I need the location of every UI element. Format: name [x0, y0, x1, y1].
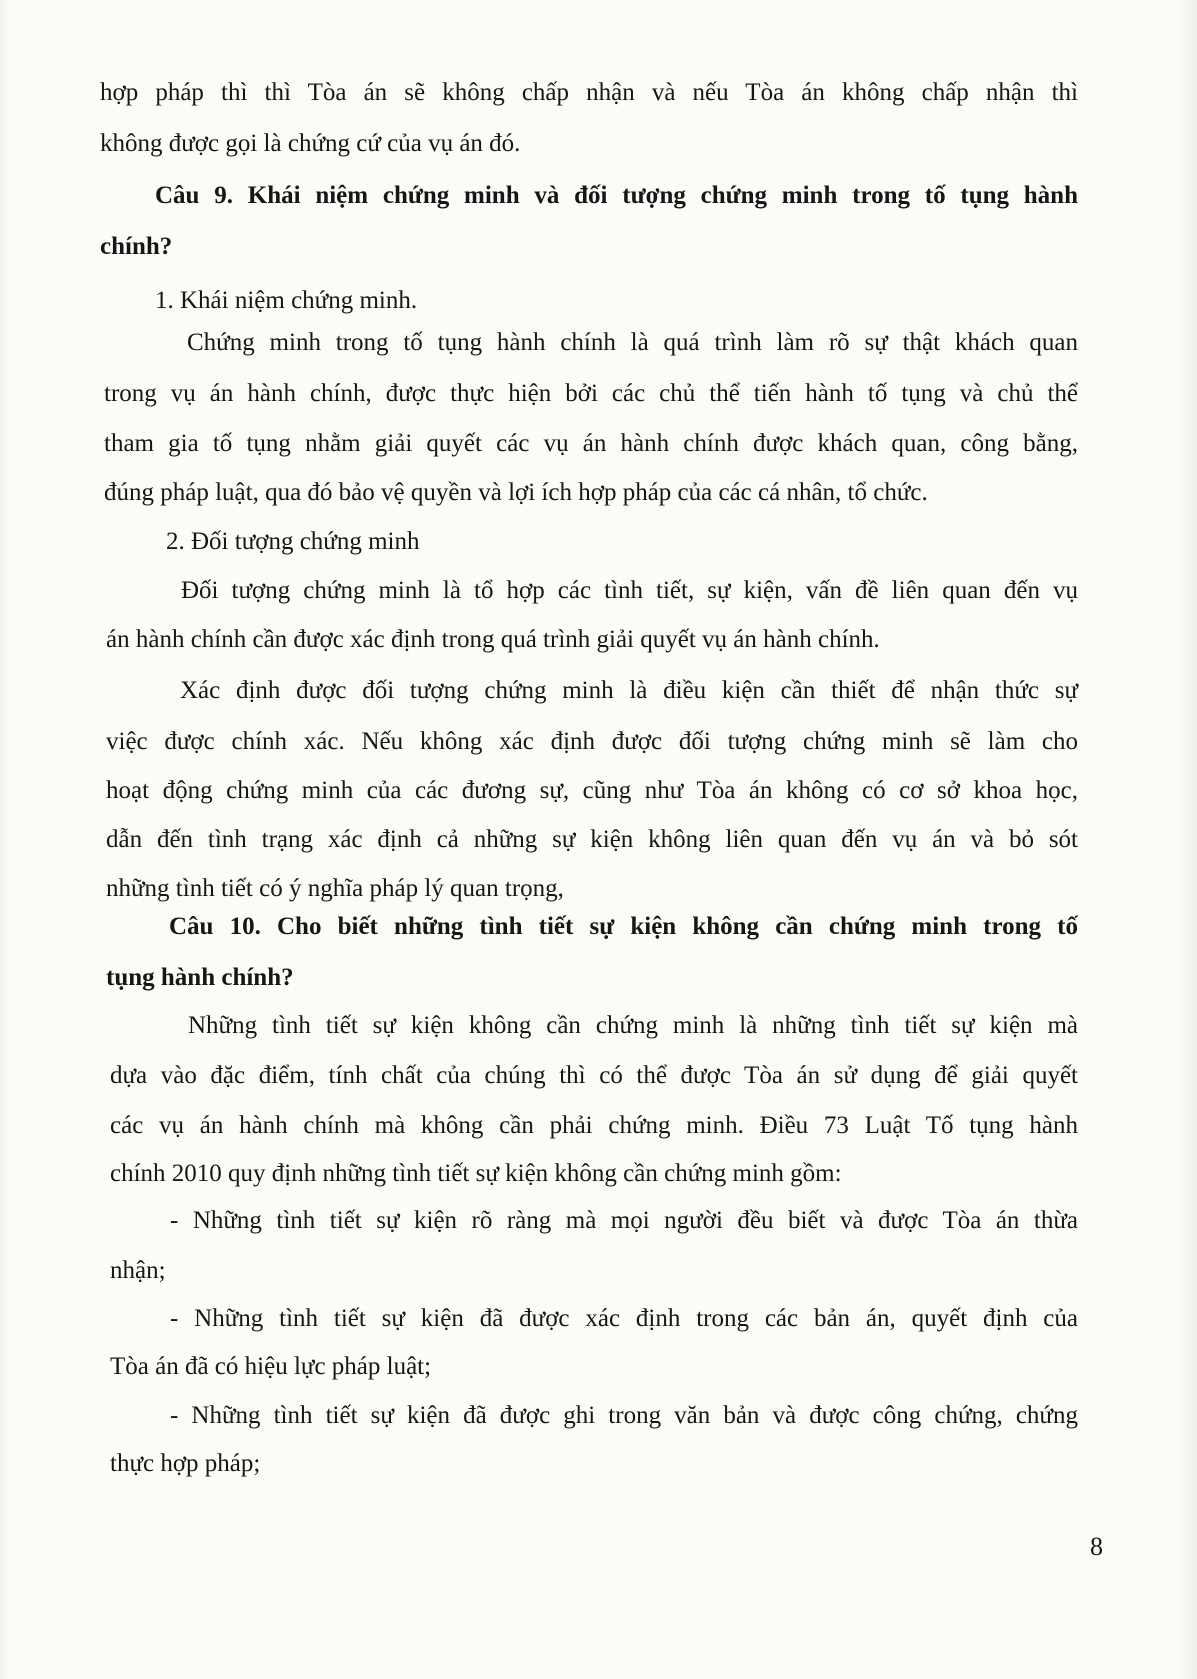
- text-line: chính 2010 quy định những tình tiết sự kiện không cần chứng minh gồm:: [110, 1160, 842, 1187]
- text-line: việc được chính xác. Nếu không xác định được đối tượng chứng minh sẽ làm cho: [106, 728, 1078, 755]
- text-line: tham gia tố tụng nhằm giải quyết các vụ án hành chính được khách quan, công bằng,: [104, 430, 1078, 457]
- list-item: - Những tình tiết sự kiện đã được ghi trong văn bản và được công chứng, chứng: [170, 1402, 1078, 1429]
- text-line: dẫn đến tình trạng xác định cả những sự kiện không liên quan đến vụ án và bỏ sót: [106, 826, 1078, 853]
- text-line: Những tình tiết sự kiện không cần chứng minh là những tình tiết sự kiện mà: [188, 1012, 1078, 1039]
- text-line: các vụ án hành chính mà không cần phải chứng minh. Điều 73 Luật Tố tụng hành: [110, 1112, 1078, 1139]
- page-right-shadow: [1179, 0, 1197, 1679]
- text-line: trong vụ án hành chính, được thực hiện bởi các chủ thể tiến hành tố tụng và chủ thể: [104, 380, 1078, 407]
- text-line: hợp pháp thì thì Tòa án sẽ không chấp nhận và nếu Tòa án không chấp nhận thì: [100, 79, 1078, 106]
- text-line: án hành chính cần được xác định trong quá trình giải quyết vụ án hành chính.: [106, 626, 880, 653]
- page-left-shadow: [0, 0, 10, 1679]
- text-line: Xác định được đối tượng chứng minh là điều kiện cần thiết để nhận thức sự: [180, 677, 1078, 704]
- question-heading: tụng hành chính?: [106, 964, 294, 991]
- section-heading: 2. Đối tượng chứng minh: [166, 528, 420, 555]
- question-heading: chính?: [100, 233, 173, 260]
- text-line: Chứng minh trong tố tụng hành chính là quá trình làm rõ sự thật khách quan: [187, 329, 1078, 356]
- list-item: Tòa án đã có hiệu lực pháp luật;: [110, 1353, 432, 1380]
- list-item: thực hợp pháp;: [110, 1450, 261, 1477]
- list-item: nhận;: [110, 1257, 166, 1284]
- text-line: không được gọi là chứng cứ của vụ án đó.: [100, 130, 521, 157]
- section-heading: 1. Khái niệm chứng minh.: [155, 287, 418, 314]
- text-line: đúng pháp luật, qua đó bảo vệ quyền và lợi ích hợp pháp của các cá nhân, tổ chức.: [104, 479, 928, 506]
- text-line: Đối tượng chứng minh là tổ hợp các tình tiết, sự kiện, vấn đề liên quan đến vụ: [181, 577, 1078, 604]
- text-line: hoạt động chứng minh của các đương sự, cũng như Tòa án không có cơ sở khoa học,: [106, 777, 1078, 804]
- question-heading: Câu 10. Cho biết những tình tiết sự kiện không cần chứng minh trong tố: [169, 913, 1078, 940]
- page-number: 8: [1090, 1532, 1103, 1561]
- list-item: - Những tình tiết sự kiện rõ ràng mà mọi người đều biết và được Tòa án thừa: [170, 1207, 1078, 1234]
- text-line: dựa vào đặc điểm, tính chất của chúng thì có thể được Tòa án sử dụng để giải quyết: [110, 1062, 1078, 1089]
- list-item: - Những tình tiết sự kiện đã được xác định trong các bản án, quyết định của: [170, 1305, 1078, 1332]
- text-line: những tình tiết có ý nghĩa pháp lý quan trọng,: [106, 875, 564, 902]
- question-heading: Câu 9. Khái niệm chứng minh và đối tượng chứng minh trong tố tụng hành: [155, 182, 1078, 209]
